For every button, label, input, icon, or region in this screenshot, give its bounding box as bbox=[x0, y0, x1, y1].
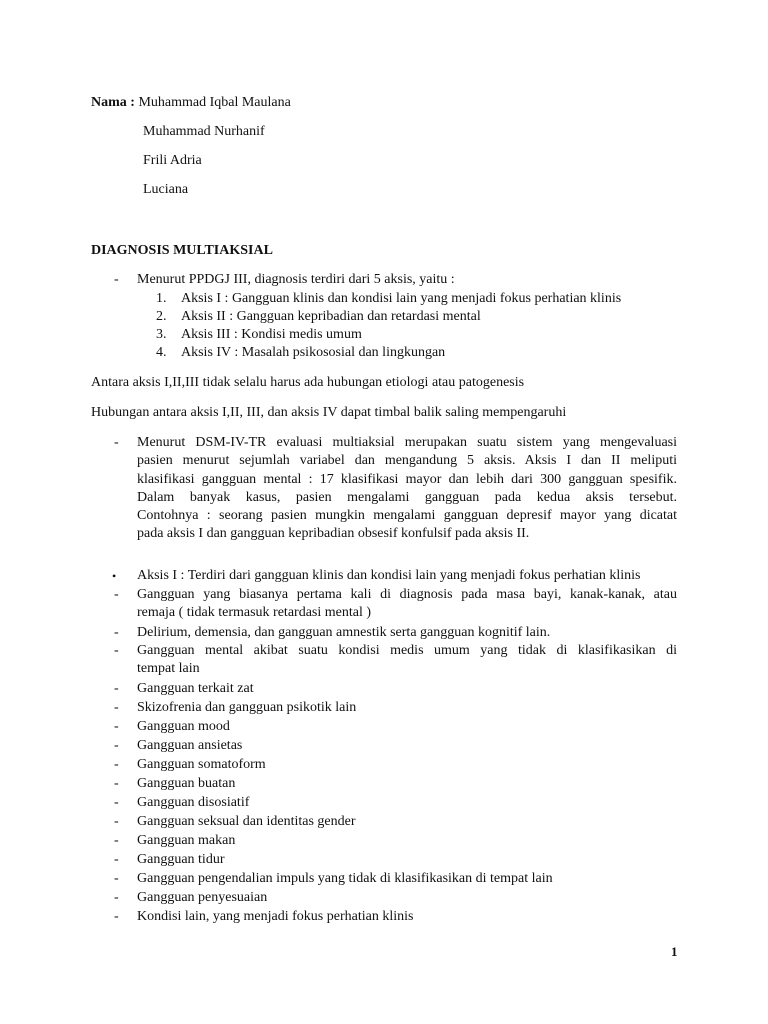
page-number: 1 bbox=[671, 944, 678, 959]
paragraph-line: klasifikasi gangguan mental : 17 klasifikasi mayor dan lebih dari 300 gangguan spesifik. bbox=[137, 471, 677, 487]
list-item: Skizofrenia dan gangguan psikotik lain bbox=[137, 700, 357, 715]
paragraph-line: pasien menurut sejumlah variabel dan mengandung 5 aksis. Aksis I dan II meliputi bbox=[137, 453, 677, 469]
dash-marker: - bbox=[114, 833, 119, 848]
list-item bbox=[137, 586, 677, 623]
list-number: 3. bbox=[156, 327, 167, 342]
paragraph: Antara aksis I,II,III tidak selalu harus ada hubungan etiologi atau patogenesis bbox=[91, 375, 525, 390]
list-item: Gangguan somatoform bbox=[137, 757, 266, 772]
list-item: Gangguan makan bbox=[137, 833, 236, 848]
paragraph-line: Gangguan mental akibat suatu kondisi medis umum yang tidak di klasifikasikan di bbox=[137, 643, 677, 658]
list-item: Gangguan terkait zat bbox=[137, 681, 254, 696]
list-item: Gangguan disosiatif bbox=[137, 795, 250, 810]
list-item: Kondisi lain, yang menjadi fokus perhatian klinis bbox=[137, 909, 414, 924]
dash-marker: - bbox=[114, 700, 119, 715]
paragraph-line: tempat lain bbox=[137, 661, 200, 677]
dash-marker: - bbox=[114, 643, 119, 658]
dash-marker: - bbox=[114, 435, 119, 450]
list-item: Gangguan buatan bbox=[137, 776, 236, 791]
name-label: Nama : bbox=[91, 95, 135, 110]
list-number: 4. bbox=[156, 345, 167, 360]
author-name: Muhammad Nurhanif bbox=[143, 124, 265, 139]
list-item: Aksis III : Kondisi medis umum bbox=[181, 327, 362, 342]
list-item bbox=[137, 642, 677, 679]
axis1-heading: Aksis I : Terdiri dari gangguan klinis dan kondisi lain yang menjadi fokus perhatian klinis bbox=[137, 568, 641, 583]
dash-marker: - bbox=[114, 719, 119, 734]
document-title: DIAGNOSIS MULTIAKSIAL bbox=[91, 243, 273, 258]
paragraph-line: Contohnya : seorang pasien mungkin mengalami gangguan depresif mayor yang dicatat bbox=[137, 508, 677, 524]
list-number: 2. bbox=[156, 309, 167, 324]
list-item: Gangguan seksual dan identitas gender bbox=[137, 814, 356, 829]
list-item: Gangguan ansietas bbox=[137, 738, 243, 753]
dash-marker: - bbox=[114, 757, 119, 772]
dash-marker: - bbox=[114, 272, 119, 287]
author-name: Frili Adria bbox=[143, 153, 202, 168]
paragraph: Hubungan antara aksis I,II, III, dan aksis IV dapat timbal balik saling mempengaruhi bbox=[91, 405, 567, 420]
paragraph-line: Menurut DSM-IV-TR evaluasi multiaksial merupakan suatu sistem yang mengevaluasi bbox=[137, 435, 677, 450]
author-name: Muhammad Iqbal Maulana bbox=[138, 95, 291, 110]
paragraph-line: Dalam banyak kasus, pasien mengalami gangguan pada kedua aksis tersebut. bbox=[137, 489, 677, 505]
dash-marker: - bbox=[114, 852, 119, 867]
dash-marker: - bbox=[114, 909, 119, 924]
list-item: Gangguan tidur bbox=[137, 852, 225, 867]
paragraph-line: remaja ( tidak termasuk retardasi mental ) bbox=[137, 605, 372, 621]
dash-marker: - bbox=[114, 681, 119, 696]
dash-marker: - bbox=[114, 587, 119, 602]
paragraph-line: Gangguan yang biasanya pertama kali di diagnosis pada masa bayi, kanak-kanak, atau bbox=[137, 587, 677, 602]
list-item: Gangguan mood bbox=[137, 719, 230, 734]
dash-marker: - bbox=[114, 776, 119, 791]
list-item: Aksis IV : Masalah psikososial dan lingkungan bbox=[181, 345, 446, 360]
dash-marker: - bbox=[114, 890, 119, 905]
list-item: Delirium, demensia, dan gangguan amnestik serta gangguan kognitif lain. bbox=[137, 625, 551, 640]
list-number: 1. bbox=[156, 291, 167, 306]
author-name: Luciana bbox=[143, 182, 189, 197]
dash-marker: - bbox=[114, 795, 119, 810]
dash-marker: - bbox=[114, 871, 119, 886]
list-item: Gangguan pengendalian impuls yang tidak di klasifikasikan di tempat lain bbox=[137, 871, 553, 886]
bullet-marker: • bbox=[112, 569, 117, 583]
dash-marker: - bbox=[114, 738, 119, 753]
dash-marker: - bbox=[114, 814, 119, 829]
dsm-paragraph bbox=[137, 434, 677, 544]
list-item: Gangguan penyesuaian bbox=[137, 890, 268, 905]
name-row bbox=[91, 94, 291, 112]
paragraph-line: pada aksis I dan gangguan kepribadian obsesif konfulsif pada aksis II. bbox=[137, 526, 530, 542]
list-item: Aksis II : Gangguan kepribadian dan retardasi mental bbox=[181, 309, 481, 324]
list-item: Aksis I : Gangguan klinis dan kondisi lain yang menjadi fokus perhatian klinis bbox=[181, 291, 622, 306]
section1-intro: Menurut PPDGJ III, diagnosis terdiri dari 5 aksis, yaitu : bbox=[137, 272, 455, 287]
dash-marker: - bbox=[114, 625, 119, 640]
